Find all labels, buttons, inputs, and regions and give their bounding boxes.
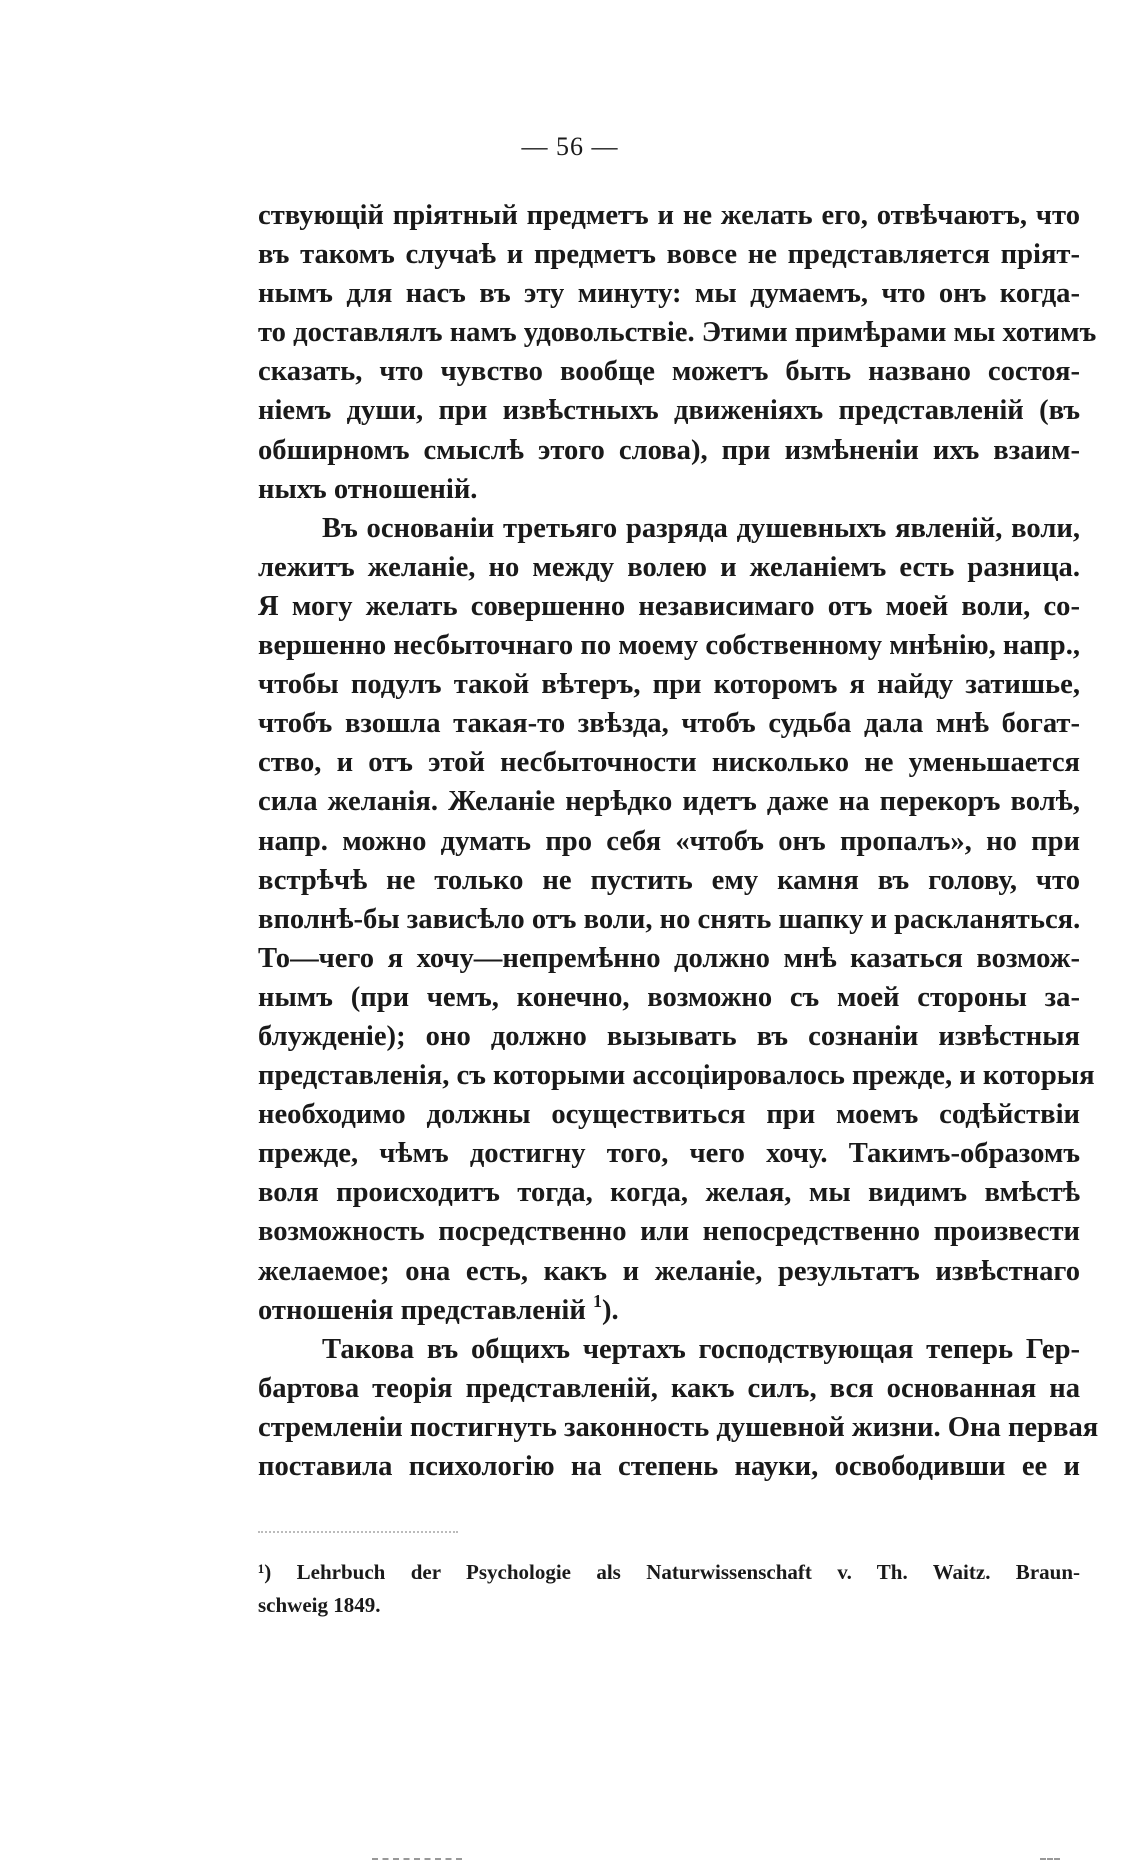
text-line-content: нымъ для насъ въ эту минуту: мы думаемъ, что онъ когда-: [258, 278, 1080, 310]
body-text: [258, 196, 1099, 1486]
text-line-content: ство, и отъ этой несбыточности нисколько не уменьшается: [258, 747, 1080, 779]
text-line-content: лежитъ желаніе, но между волею и желаніемъ есть разница.: [258, 551, 1080, 583]
text-line: [258, 822, 1080, 861]
text-line-content: нымъ (при чемъ, конечно, возможно съ моей стороны за-: [258, 981, 1080, 1013]
text-line: [258, 548, 1080, 587]
text-line-content: встрѣчѣ не только не пустить ему камня въ голову, что: [258, 864, 1080, 896]
text-line: [258, 1330, 1080, 1369]
text-line-content: желаемое; она есть, какъ и желаніе, результатъ извѣстнаго: [258, 1255, 1080, 1287]
text-line: [258, 743, 1080, 782]
footnote: [258, 1556, 1080, 1622]
text-line: [258, 1369, 1080, 1408]
text-line-content: стремленіи постигнуть законность душевной жизни. Она первая: [258, 1411, 1099, 1443]
text-line-content: вершенно несбыточнаго по моему собственному мнѣнію, напр.,: [258, 630, 1080, 662]
text-line: [258, 313, 1097, 352]
text-line-content: Въ основаніи третьяго разряда душевныхъ явленій, воли,: [322, 512, 1080, 544]
text-line-content: бартова теорія представленій, какъ силъ, вся основанная на: [258, 1372, 1080, 1404]
text-line: [258, 196, 1080, 235]
footnote-text: Lehrbuch der Psychologie als Naturwissenschaft v. Th. Waitz. Braun-: [296, 1560, 1080, 1584]
text-line-content: воля происходитъ тогда, когда, желая, мы видимъ вмѣстѣ: [258, 1177, 1080, 1209]
text-line-content: Такова въ общихъ чертахъ господствующая теперь Гер-: [322, 1333, 1080, 1365]
text-line-content: то доставлялъ намъ удовольствіе. Этими примѣрами мы хотимъ: [258, 317, 1097, 349]
text-line: [258, 352, 1080, 391]
text-line-content: представленія, съ которыми ассоціировалось прежде, и которыя: [258, 1060, 1095, 1092]
text-line: [258, 1212, 1080, 1251]
text-line: [258, 1408, 1099, 1447]
text-line-tail: ).: [602, 1294, 619, 1326]
page-number: — 56 —: [521, 132, 619, 161]
text-line-content: блужденіе); оно должно вызывать въ сознаніи извѣстныя: [258, 1020, 1080, 1052]
footnote-reference: 1: [593, 1290, 602, 1311]
text-line: [258, 1173, 1080, 1212]
text-line-content: вполнѣ-бы зависѣло отъ воли, но снять шапку и раскланяться.: [258, 903, 1081, 935]
text-line: [258, 235, 1080, 274]
text-line-content: отношенія представленій: [258, 1294, 586, 1326]
text-line: [258, 626, 1080, 665]
text-line: [258, 1134, 1080, 1173]
text-line-content: прежде, чѣмъ достигну того, чего хочу. Такимъ-образомъ: [258, 1138, 1080, 1170]
text-line: [258, 900, 1080, 939]
text-line-content: въ такомъ случаѣ и предметъ вовсе не представляется пріят-: [258, 239, 1080, 271]
text-line: [258, 978, 1080, 1017]
text-line-content: сила желанія. Желаніе нерѣдко идетъ даже на перекоръ волѣ,: [258, 786, 1080, 818]
text-line: [258, 1252, 1080, 1291]
text-line-content: чтобъ взошла такая-то звѣзда, чтобъ судьба дала мнѣ богат-: [258, 708, 1080, 740]
text-line-content: То—чего я хочу—непремѣнно должно мнѣ казаться возмож-: [258, 942, 1080, 974]
text-line: [258, 1056, 1095, 1095]
text-line: [258, 470, 1080, 509]
text-line-content: поставила психологію на степень науки, освободивши ее и: [258, 1451, 1080, 1482]
text-line: [258, 431, 1080, 470]
text-line: [258, 665, 1080, 704]
text-line-content: напр. можно думать про себя «чтобъ онъ пропалъ», но при: [258, 825, 1080, 857]
footnote-line: schweig 1849.: [258, 1593, 381, 1617]
text-line: [258, 1447, 1080, 1486]
text-line-content: возможность посредственно или непосредственно произвести: [258, 1216, 1080, 1248]
text-line: [258, 861, 1080, 900]
scan-artifact: [1040, 1858, 1060, 1860]
text-line: [258, 704, 1080, 743]
text-line: [258, 587, 1080, 626]
text-line-content: ствующій пріятный предметъ и не желать его, отвѣчаютъ, что: [258, 200, 1080, 231]
text-line-content: сказать, что чувство вообще можетъ быть названо состоя-: [258, 356, 1080, 388]
text-line: [258, 782, 1080, 821]
footnote-marker: ¹): [258, 1560, 272, 1584]
text-line-content: ніемъ души, при извѣстныхъ движеніяхъ представленій (въ: [258, 395, 1080, 427]
footnote-line: [258, 1556, 1080, 1589]
text-line: [258, 391, 1080, 430]
scan-artifact: [372, 1858, 462, 1860]
text-line: [258, 1017, 1080, 1056]
text-line-content: чтобы подулъ такой вѣтеръ, при которомъ я найду затишье,: [258, 669, 1080, 701]
text-line: [258, 509, 1080, 548]
text-line-content: Я могу желать совершенно независимаго отъ моей воли, со-: [258, 590, 1080, 622]
text-line: [258, 1291, 1080, 1330]
text-line: [258, 1095, 1080, 1134]
text-line: [258, 939, 1080, 978]
text-line-content: необходимо должны осуществиться при моемъ содѣйствіи: [258, 1099, 1080, 1131]
text-line-content: ныхъ отношеній.: [258, 473, 478, 505]
text-line: [258, 274, 1080, 313]
text-line-content: обширномъ смыслѣ этого слова), при измѣненіи ихъ взаим-: [258, 434, 1080, 466]
footnote-separator: [258, 1531, 458, 1533]
